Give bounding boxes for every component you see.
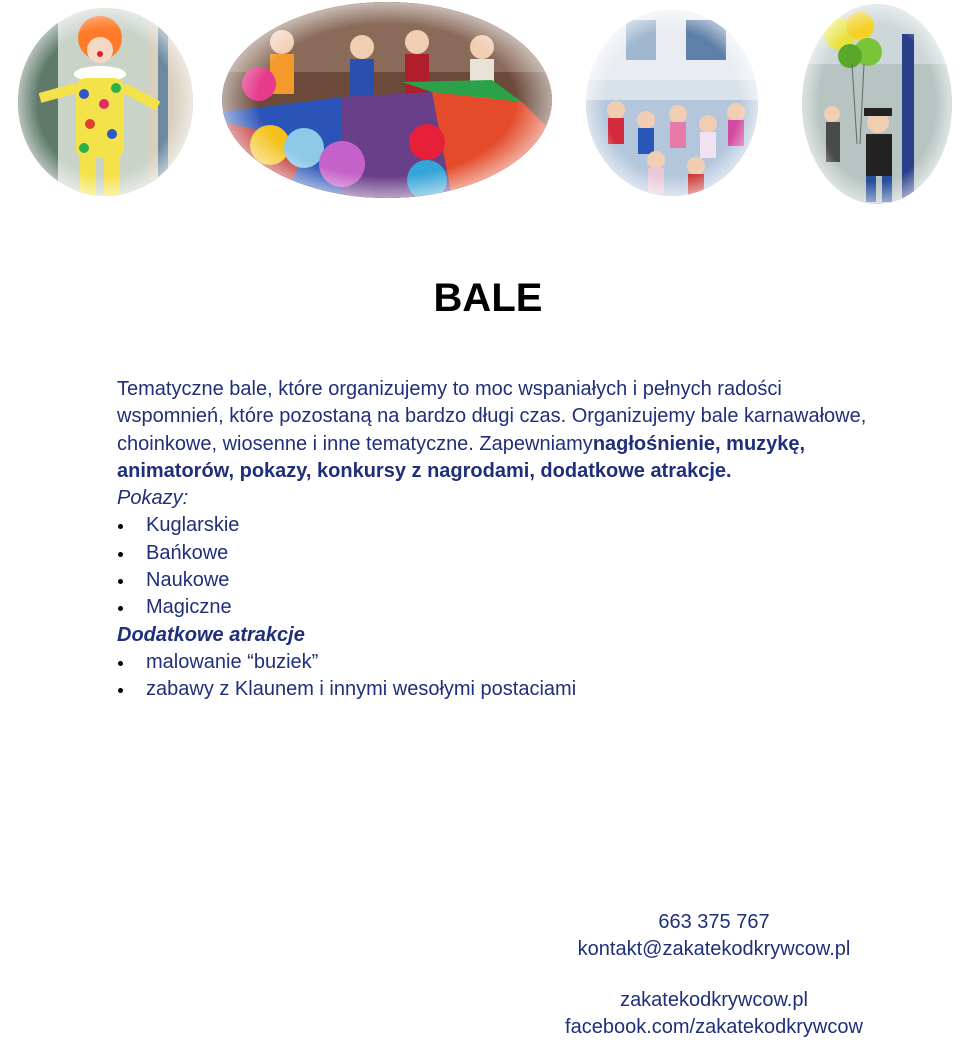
- email-link[interactable]: kontakt@zakatekodkrywcow.pl: [577, 938, 851, 960]
- pirate-balloons-photo: [802, 4, 952, 204]
- parachute-balloons-photo: [222, 2, 552, 198]
- bullet-icon: [118, 661, 123, 666]
- contact-block: [540, 909, 888, 963]
- page-title: BALE: [433, 276, 543, 320]
- intro-paragraph: [117, 376, 877, 485]
- website-link[interactable]: zakatekodkrywcow.pl: [620, 989, 808, 1011]
- clown-photo: [18, 8, 193, 196]
- list-item: Magiczne: [117, 594, 877, 621]
- bullet-icon: [118, 524, 123, 529]
- shows-heading: Pokazy:: [117, 487, 189, 510]
- list-item: Naukowe: [117, 567, 877, 594]
- bullet-icon: [118, 579, 123, 584]
- intro-text: Tematyczne bale, które organizujemy to moc wspaniałych i pełnych radości wspomnień, które pozostaną na bardzo długi czas. Organizujemy bale karnawałowe, choinkowe, wiosenne i inne tematyczne. Zapewniamy: [117, 378, 867, 455]
- facebook-link[interactable]: facebook.com/zakatekodkrywcow: [565, 1016, 863, 1038]
- intro-bold-text: nagłośnienie, muzykę, animatorów, pokazy, konkursy z nagrodami, dodatkowe atrakcje.: [117, 432, 806, 482]
- bullet-icon: [118, 552, 123, 557]
- list-item: Bańkowe: [117, 540, 877, 567]
- shows-list: [117, 512, 877, 621]
- phone-number: 663 375 767: [658, 911, 770, 933]
- web-block: [540, 987, 888, 1041]
- main-content: [117, 376, 877, 704]
- list-item: zabawy z Klaunem i innymi wesołymi postaciami: [117, 676, 877, 703]
- list-item: malowanie “buziek”: [117, 649, 877, 676]
- header-photo-strip: [0, 0, 960, 210]
- bullet-icon: [118, 606, 123, 611]
- extras-list: [117, 649, 877, 704]
- costume-party-photo: [586, 10, 758, 196]
- extras-heading: Dodatkowe atrakcje: [117, 623, 305, 646]
- bullet-icon: [118, 688, 123, 693]
- list-item: Kuglarskie: [117, 512, 877, 539]
